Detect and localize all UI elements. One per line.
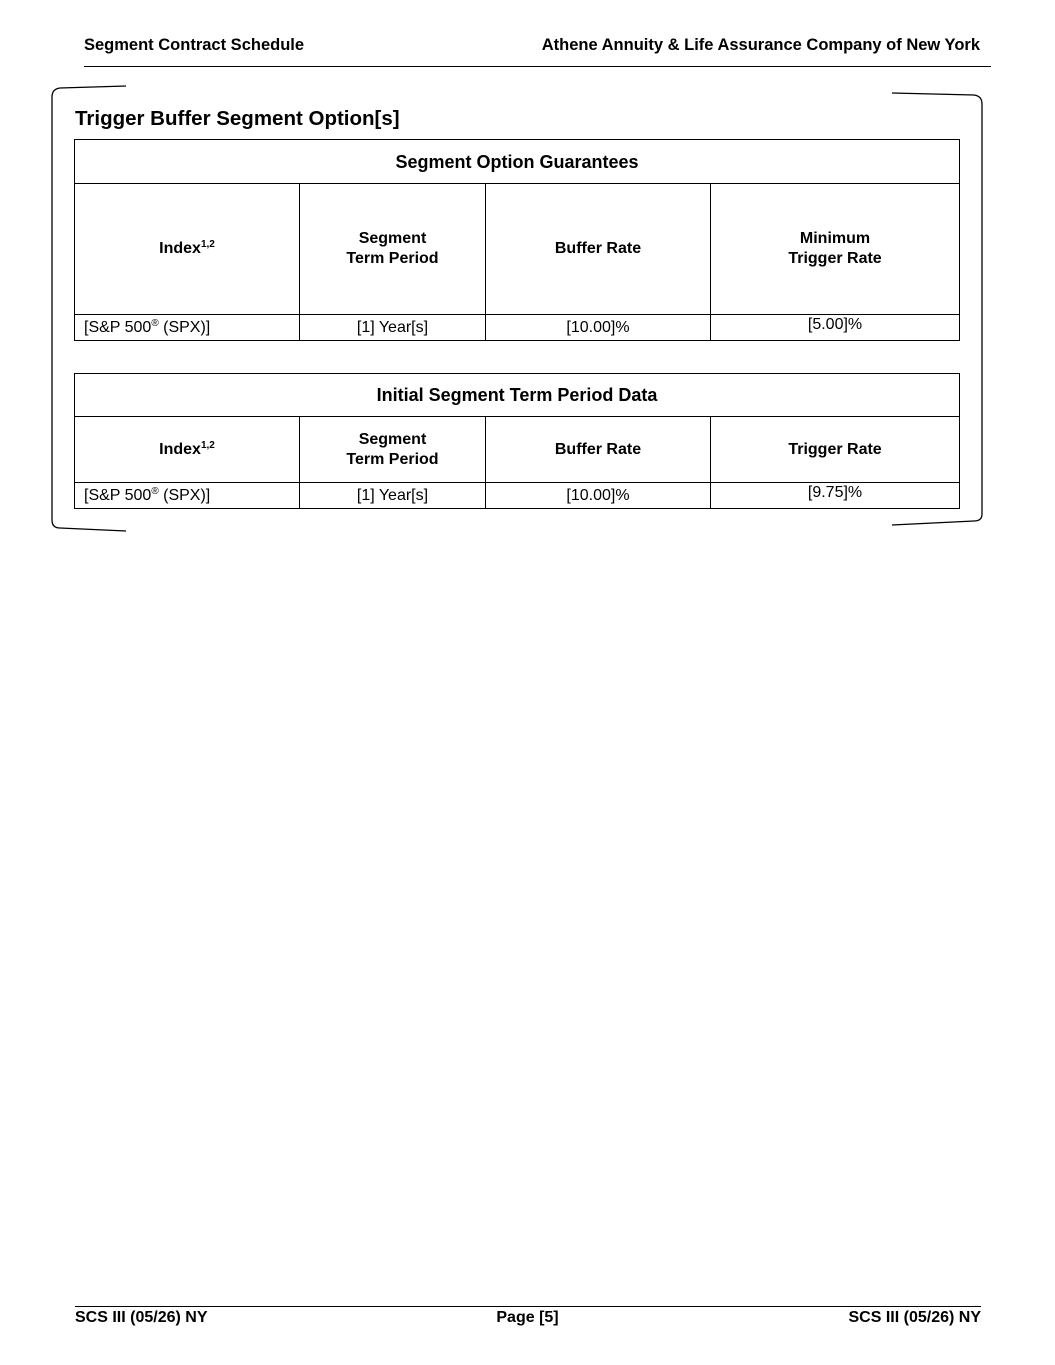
cell-term-period: [1] Year[s] (300, 483, 486, 509)
footer-page-number: Page [5] (496, 1309, 559, 1326)
footer-form-number-left: SCS III (05/26) NY (75, 1309, 208, 1326)
footnote-marker: 1,2 (200, 439, 215, 451)
column-header-index: Index$^{1,2}$ (75, 417, 300, 483)
registered-mark: ® (151, 317, 159, 329)
table-caption: Segment Option Guarantees (75, 140, 960, 184)
cell-term-period: [1] Year[s] (300, 315, 486, 341)
cell-index: [S&P 500® (SPX)] (75, 315, 300, 341)
header-company-name: Athene Annuity & Life Assurance Company of New York (541, 36, 980, 54)
table-caption: Initial Segment Term Period Data (75, 374, 960, 417)
column-header-trigger-rate: Trigger Rate (711, 417, 960, 483)
table-row (75, 483, 960, 509)
column-header-buffer-rate: Buffer Rate (486, 184, 711, 315)
column-header-term-period: Segment Term Period (300, 417, 486, 483)
cell-minimum-trigger-rate: [5.00]% (711, 315, 960, 341)
column-header-index: Index$^{1,2}$ (75, 184, 300, 315)
column-header-minimum-trigger-rate: Minimum Trigger Rate (711, 184, 960, 315)
header-document-title: Segment Contract Schedule (84, 36, 305, 54)
initial-segment-term-period-table (74, 373, 960, 509)
cell-trigger-rate: [9.75]% (711, 483, 960, 509)
footnote-marker: 1,2 (200, 239, 215, 250)
footer-divider (75, 1306, 981, 1307)
cell-buffer-rate: [10.00]% (486, 483, 711, 509)
segment-option-guarantees-table (74, 139, 960, 341)
registered-mark: ® (151, 485, 159, 497)
cell-buffer-rate: [10.00]% (486, 315, 711, 341)
table-row (75, 315, 960, 341)
section-title: Trigger Buffer Segment Option[s] (75, 107, 400, 130)
column-header-term-period: Segment Term Period (300, 184, 486, 315)
column-header-buffer-rate: Buffer Rate (486, 417, 711, 483)
cell-index: [S&P 500® (SPX)] (75, 483, 300, 509)
footer-form-number-right: SCS III (05/26) NY (848, 1309, 981, 1326)
